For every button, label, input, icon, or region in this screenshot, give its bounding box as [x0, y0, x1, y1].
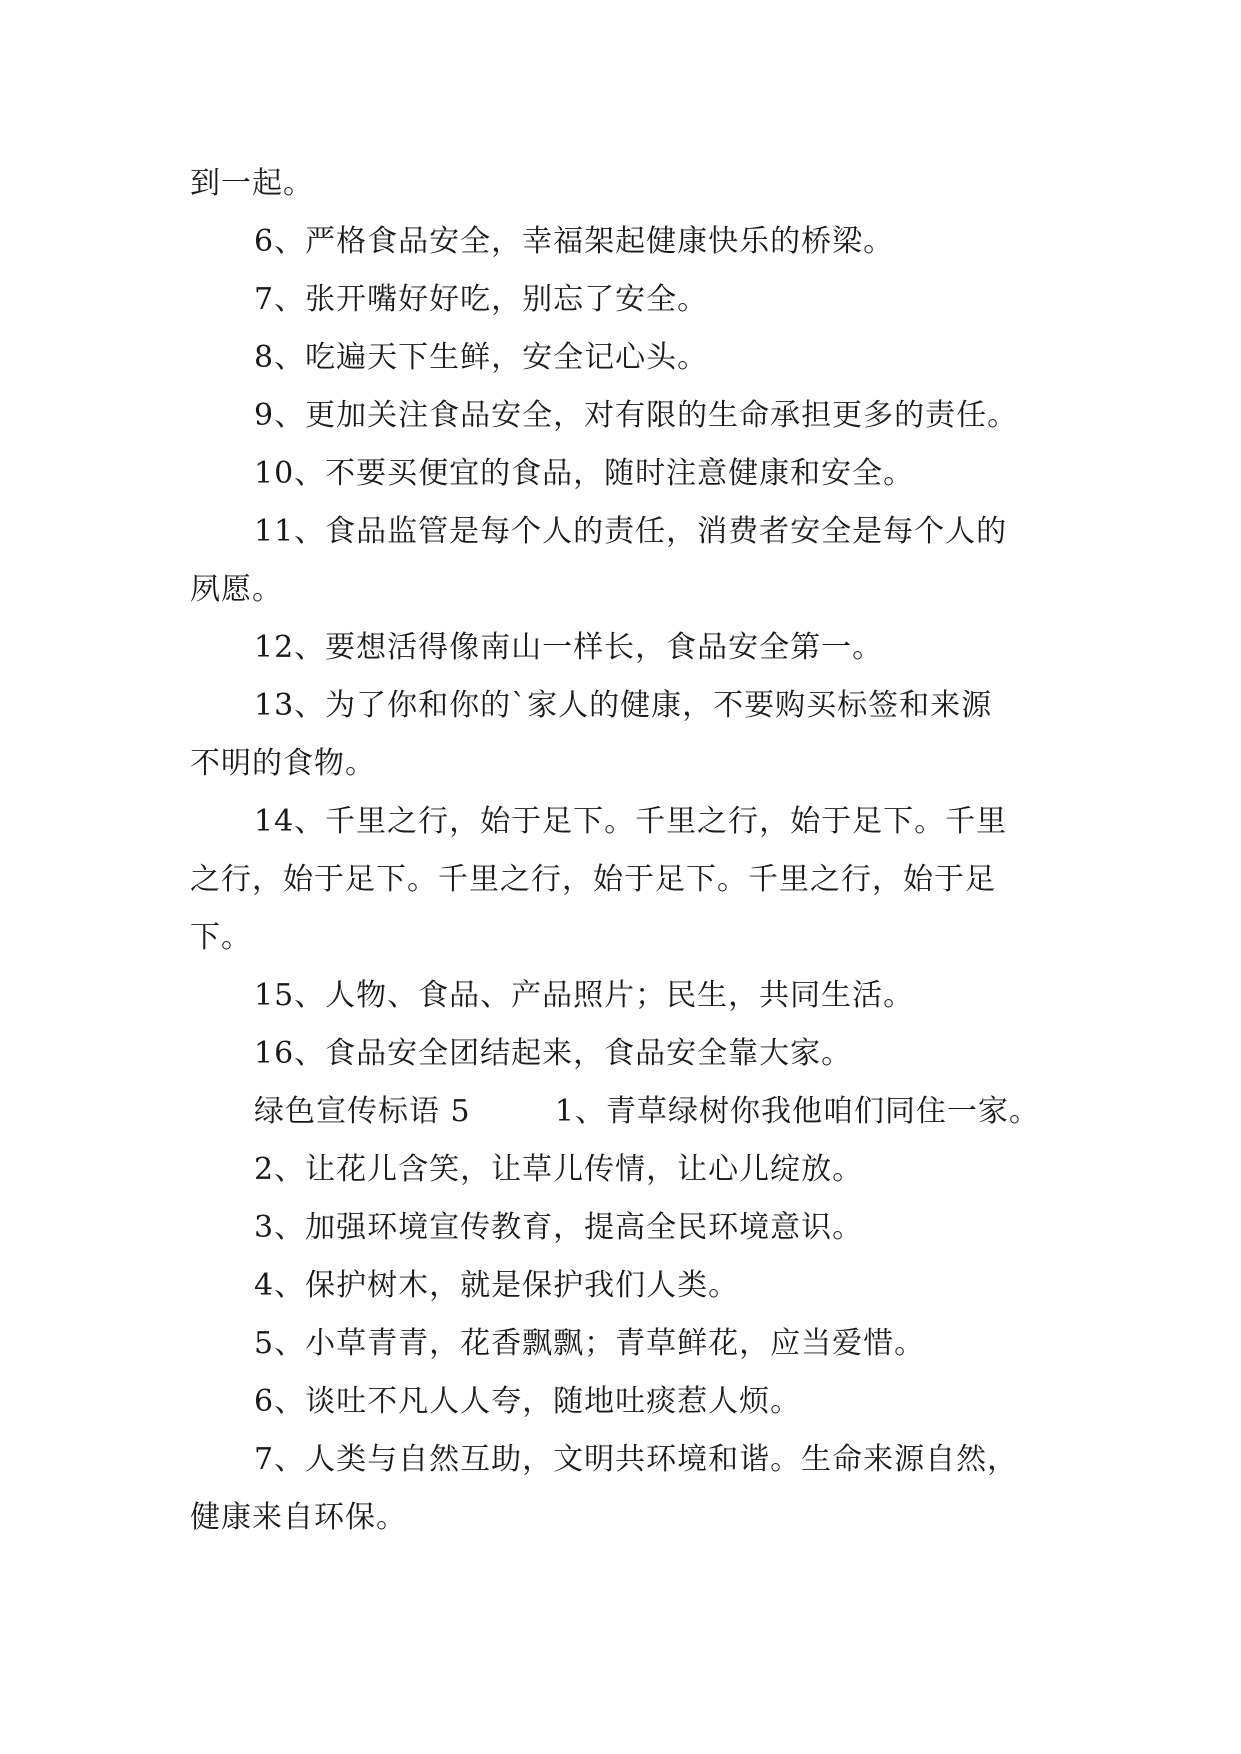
paragraph-line: 夙愿。	[190, 572, 283, 607]
slogan-item: 15、人物、食品、产品照片；民生，共同生活。	[254, 978, 915, 1013]
slogan-item: 2、让花儿含笑，让草儿传情，让心儿绽放。	[254, 1152, 864, 1187]
slogan-item: 4、保护树木，就是保护我们人类。	[254, 1268, 740, 1303]
paragraph-line: 健康来自环保。	[190, 1500, 407, 1535]
slogan-item: 7、张开嘴好好吃，别忘了安全。	[254, 282, 709, 317]
slogan-item: 5、小草青青，花香飘飘；青草鲜花，应当爱惜。	[254, 1326, 926, 1361]
slogan-item: 6、谈吐不凡人人夸，随地吐痰惹人烦。	[254, 1384, 802, 1419]
paragraph-line: 之行，始于足下。千里之行，始于足下。千里之行，始于足	[190, 862, 996, 897]
slogan-item: 9、更加关注食品安全，对有限的生命承担更多的责任。	[254, 398, 1019, 433]
paragraph-line: 不明的食物。	[190, 746, 376, 781]
slogan-item: 16、食品安全团结起来，食品安全靠大家。	[254, 1036, 853, 1071]
paragraph-line: 到一起。	[190, 166, 314, 201]
document-body	[190, 155, 1070, 1547]
slogan-item: 12、要想活得像南山一样长，食品安全第一。	[254, 630, 884, 665]
slogan-item: 6、严格食品安全，幸福架起健康快乐的桥梁。	[254, 224, 895, 259]
slogan-item: 8、吃遍天下生鲜，安全记心头。	[254, 340, 709, 375]
slogan-item: 14、千里之行，始于足下。千里之行，始于足下。千里	[254, 804, 1008, 839]
section-heading: 绿色宣传标语 5 1、青草绿树你我他咱们同住一家。	[254, 1094, 1040, 1129]
slogan-item: 10、不要买便宜的食品，随时注意健康和安全。	[254, 456, 915, 491]
paragraph-line: 下。	[190, 920, 252, 955]
slogan-item: 3、加强环境宣传教育，提高全民环境意识。	[254, 1210, 864, 1245]
slogan-item: 13、为了你和你的`家人的健康，不要购买标签和来源	[254, 688, 993, 723]
slogan-item: 11、食品监管是每个人的责任，消费者安全是每个人的	[254, 514, 1008, 549]
slogan-item: 7、人类与自然互助，文明共环境和谐。生命来源自然，	[254, 1442, 1019, 1477]
